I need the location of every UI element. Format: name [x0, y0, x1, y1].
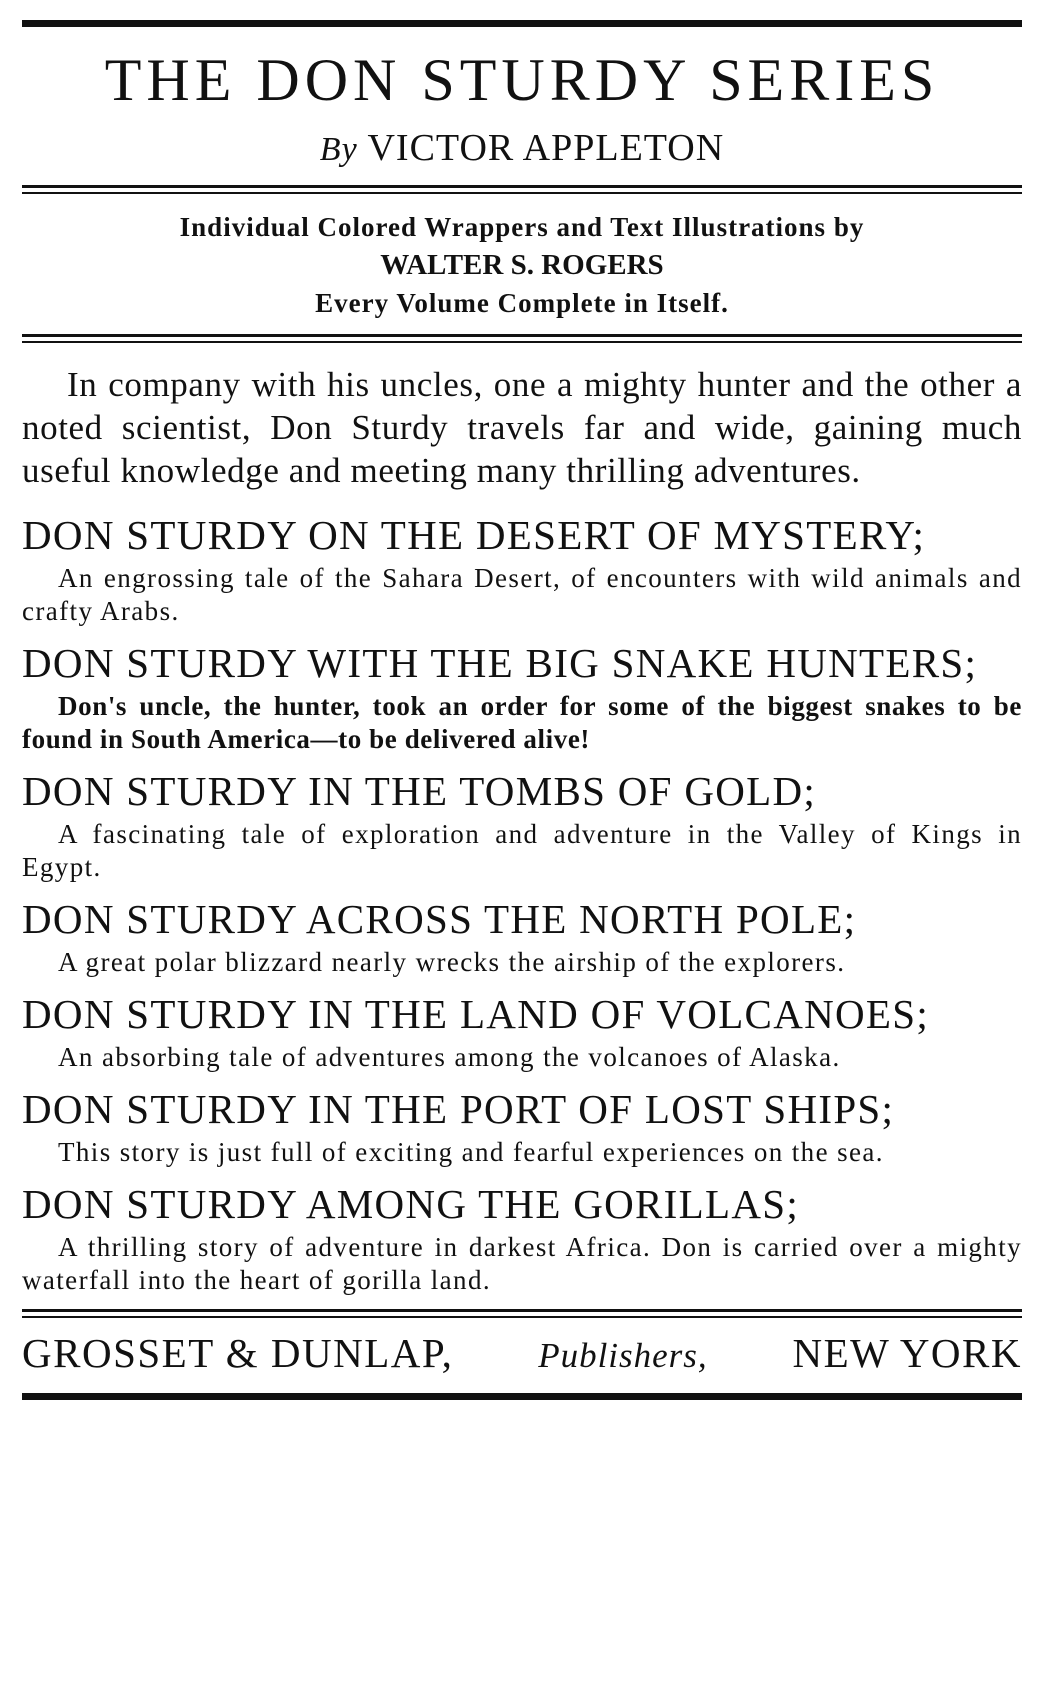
book-description: An engrossing tale of the Sahara Desert, of encounters with wild animals and crafty Arabs.: [22, 563, 1022, 626]
book-title: DON STURDY ON THE DESERT OF MYSTERY;: [22, 512, 926, 558]
credits-note: Every Volume Complete in Itself.: [315, 288, 729, 318]
book-title: DON STURDY IN THE PORT OF LOST SHIPS;: [22, 1086, 895, 1132]
credits-block: [22, 208, 1022, 322]
series-title: THE DON STURDY SERIES: [104, 47, 940, 113]
book-entry: [22, 640, 1022, 756]
book-description: A thrilling story of adventure in darkest Africa. Don is carried over a mighty waterfall into the heart of gorilla land.: [22, 1232, 1022, 1295]
book-description: An absorbing tale of adventures among the volcanoes of Alaska.: [58, 1042, 841, 1072]
book-description: A great polar blizzard nearly wrecks the airship of the explorers.: [58, 947, 846, 977]
rule-above-footer: [22, 1309, 1022, 1318]
book-title: DON STURDY WITH THE BIG SNAKE HUNTERS;: [22, 640, 978, 686]
credits-line: Individual Colored Wrappers and Text Illustrations by: [179, 212, 865, 242]
publisher-footer: [22, 1326, 1022, 1383]
series-intro: In company with his uncles, one a mighty hunter and the other a noted scientist, Don Sturdy travels far and wide, gaining much useful knowledge and meeting many thrilling adventures.: [22, 365, 1022, 490]
publisher-role: Publishers,: [538, 1336, 708, 1375]
publisher-city: NEW YORK: [792, 1330, 1022, 1376]
book-description: A fascinating tale of exploration and adventure in the Valley of Kings in Egypt.: [22, 819, 1022, 882]
byline: [22, 125, 1022, 173]
advertisement-page: [22, 20, 1022, 1400]
rule-under-author: [22, 185, 1022, 194]
book-entry: [22, 768, 1022, 884]
book-title: DON STURDY IN THE LAND OF VOLCANOES;: [22, 991, 930, 1037]
book-entry: [22, 991, 1022, 1074]
publisher-name: GROSSET & DUNLAP,: [22, 1330, 454, 1376]
rule-under-credits: [22, 334, 1022, 343]
book-entry: [22, 896, 1022, 979]
book-title: DON STURDY ACROSS THE NORTH POLE;: [22, 896, 857, 942]
book-title: DON STURDY AMONG THE GORILLAS;: [22, 1181, 800, 1227]
book-list: [22, 512, 1022, 1297]
book-title: DON STURDY IN THE TOMBS OF GOLD;: [22, 768, 817, 814]
author-name: VICTOR APPLETON: [367, 127, 725, 169]
byline-by: By: [319, 131, 358, 168]
book-entry: [22, 1181, 1022, 1297]
book-entry: [22, 512, 1022, 628]
book-entry: [22, 1086, 1022, 1169]
bottom-rule: [22, 1393, 1022, 1400]
book-description: This story is just full of exciting and fearful experiences on the sea.: [58, 1137, 884, 1167]
top-rule: [22, 20, 1022, 27]
book-description: Don's uncle, the hunter, took an order for some of the biggest snakes to be found in South America—to be delivered alive!: [22, 691, 1022, 754]
illustrator-name: WALTER S. ROGERS: [380, 249, 664, 281]
